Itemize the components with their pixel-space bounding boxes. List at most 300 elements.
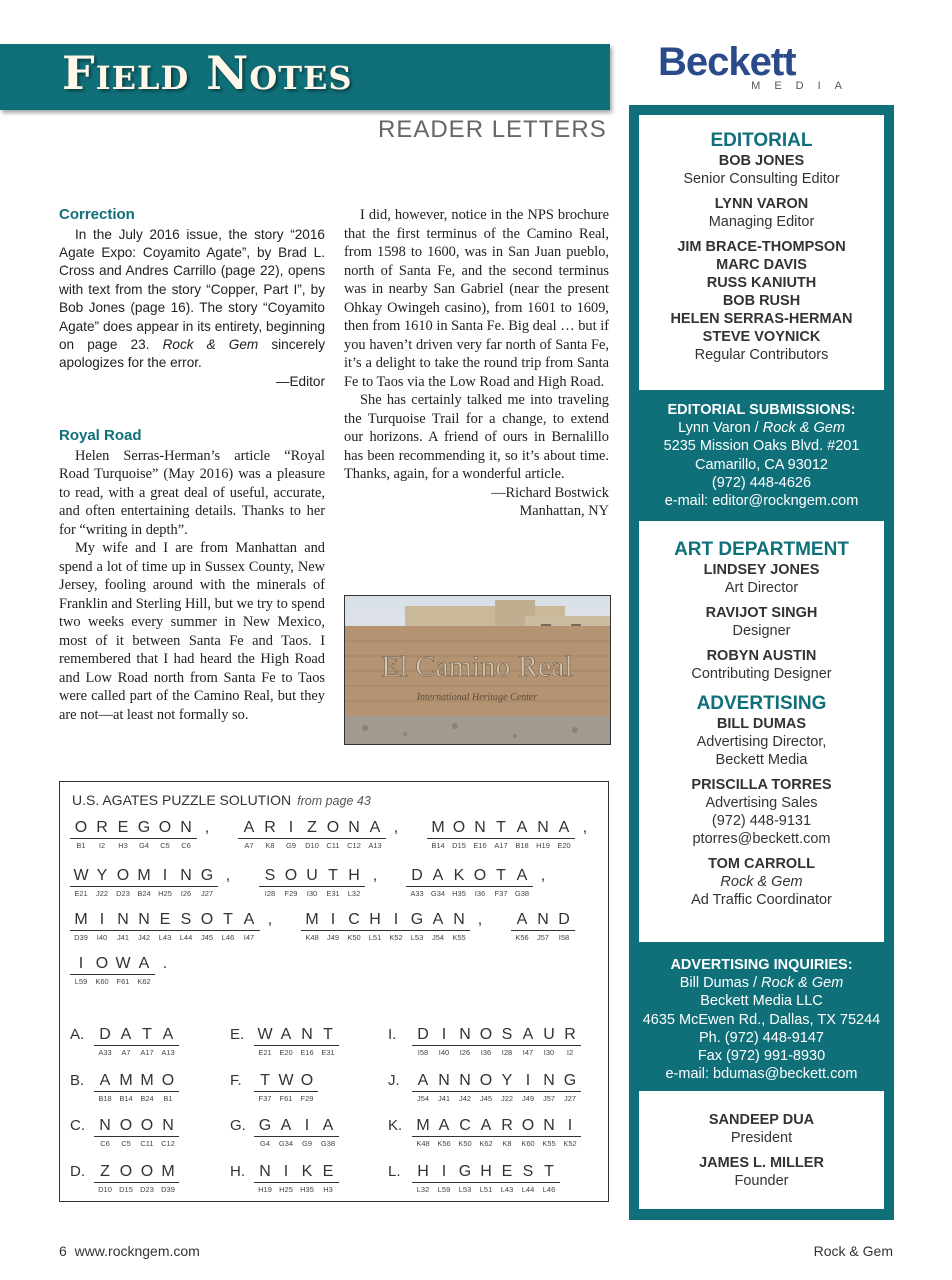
puzzle-letter: [343, 819, 365, 851]
puzzle-letter-char: M: [412, 1117, 434, 1137]
puzzle-letter-code: G9: [301, 1139, 312, 1148]
puzzle-letter: [412, 1072, 434, 1104]
puzzle-letter: [259, 867, 281, 899]
puzzle-letter-char: H: [475, 1163, 497, 1183]
puzzle-letter-char: [385, 867, 407, 886]
puzzle-letter: [559, 1026, 581, 1058]
puzzle-letter-char: A: [412, 1072, 434, 1092]
puzzle-letter-code: J41: [437, 1094, 451, 1103]
puzzle-letter-char: T: [490, 819, 512, 839]
footer-publication: Rock & Gem: [813, 1243, 893, 1259]
correction-signature: —Editor: [275, 373, 325, 389]
inquiries-pub: Rock & Gem: [761, 975, 844, 992]
puzzle-letter-char: T: [217, 911, 239, 931]
puzzle-letter-code: K8: [502, 1139, 512, 1148]
puzzle-clue-label: J.: [388, 1072, 400, 1089]
puzzle-letter: [275, 1163, 297, 1195]
puzzle-solution-box: [59, 781, 609, 1202]
puzzle-letter: [469, 867, 491, 899]
puzzle-letter: [94, 1163, 116, 1195]
puzzle-letter-char: A: [317, 1117, 339, 1137]
puzzle-letter-code: L51: [479, 1185, 493, 1194]
puzzle-letter-code: B18: [98, 1094, 112, 1103]
section-subtitle: READER LETTERS: [378, 116, 607, 143]
puzzle-letter-code: E31: [321, 1048, 335, 1057]
puzzle-letter-code: G38: [320, 1139, 336, 1148]
puzzle-letter-char: [406, 819, 428, 838]
staff-role: Senior Consulting Editor: [683, 171, 840, 187]
art-advertising-box: [639, 521, 884, 942]
puzzle-letter-code: A17: [494, 841, 508, 850]
puzzle-letter-char: D: [553, 911, 575, 931]
puzzle-letter-code: F37: [258, 1094, 272, 1103]
puzzle-clue-label: G.: [230, 1117, 246, 1134]
puzzle-letter-char: .: [162, 955, 168, 972]
puzzle-letter-code: J57: [542, 1094, 556, 1103]
puzzle-letter-char: N: [448, 911, 470, 931]
puzzle-letter: [196, 867, 218, 899]
puzzle-letter-code: E16: [300, 1048, 314, 1057]
puzzle-letter: [433, 1026, 455, 1058]
puzzle-letter-char: O: [91, 955, 113, 975]
puzzle-letter-code: A17: [140, 1048, 154, 1057]
puzzle-letter-code: E20: [557, 841, 571, 850]
puzzle-letter-char: E: [496, 1163, 518, 1183]
puzzle-letter-char: A: [94, 1072, 116, 1092]
puzzle-letter-code: C11: [140, 1139, 154, 1148]
puzzle-letter-code: B24: [137, 889, 151, 898]
puzzle-letter-char: N: [538, 1117, 560, 1137]
puzzle-letter-code: H3: [323, 1185, 333, 1194]
contributor-name: JIM BRACE-THOMPSON: [677, 239, 846, 255]
staff-role: Ad Traffic Coordinator: [691, 892, 832, 908]
puzzle-letter-code: H25: [279, 1185, 293, 1194]
puzzle-letter-code: A13: [368, 841, 382, 850]
staff-name: LYNN VARON: [714, 196, 809, 212]
staff-role: Designer: [732, 623, 791, 639]
puzzle-punctuation: [406, 819, 428, 840]
puzzle-letter: [317, 1117, 339, 1149]
staff-email: ptorres@beckett.com: [692, 831, 831, 847]
puzzle-letter: [94, 1117, 116, 1149]
puzzle-letter: [133, 867, 155, 899]
puzzle-clue-label: L.: [388, 1163, 401, 1180]
puzzle-letter-char: M: [427, 819, 449, 839]
puzzle-letter-code: D39: [74, 933, 88, 942]
puzzle-letter-code: F29: [300, 1094, 314, 1103]
puzzle-letter-code: J42: [137, 933, 151, 942]
puzzle-letter-char: O: [448, 819, 470, 839]
puzzle-letter-code: K48: [305, 933, 319, 942]
puzzle-letter: [517, 1026, 539, 1058]
puzzle-letter: [427, 819, 449, 851]
right-column: [344, 206, 609, 521]
puzzle-letter: [496, 1117, 518, 1149]
puzzle-letter-char: N: [454, 1026, 476, 1046]
puzzle-letter-char: A: [115, 1026, 137, 1046]
puzzle-letter-char: ,: [225, 867, 231, 884]
puzzle-letter: [412, 1117, 434, 1149]
inquiries-company: Beckett Media LLC: [700, 993, 823, 1010]
puzzle-letter-char: O: [196, 911, 218, 931]
puzzle-letter: [532, 911, 554, 943]
puzzle-letter: [559, 1117, 581, 1149]
puzzle-letter-char: R: [559, 1026, 581, 1046]
puzzle-letter-code: L44: [179, 933, 193, 942]
puzzle-letter-char: S: [496, 1026, 518, 1046]
puzzle-letter: [112, 911, 134, 943]
puzzle-letter: [412, 1026, 434, 1058]
puzzle-letter-char: R: [91, 819, 113, 839]
puzzle-punctuation: [385, 819, 407, 840]
puzzle-letter: [538, 1072, 560, 1104]
puzzle-letter-char: O: [115, 1163, 137, 1183]
puzzle-letter-char: I: [517, 1072, 539, 1092]
puzzle-letter-code: I58: [558, 933, 570, 942]
royal-road-paragraph: My wife and I are from Manhattan and spend a lot of time up in Sussex County, New Jersey, fooling around with the minerals of Franklin and Sterling Hill, but we try to spend two weeks every summer in New Mexico, most of it between Santa Fe and Taos. I remembered that I had heard the High Road and Low Road north from Santa Fe to Taos were called part of the Camino Real, but they are not—at least not formally so.: [59, 540, 325, 723]
puzzle-letter: [322, 819, 344, 851]
puzzle-punctuation: [217, 819, 239, 840]
puzzle-letter-char: Z: [301, 819, 323, 839]
puzzle-letter-code: B14: [431, 841, 445, 850]
photo-illustration: [345, 596, 610, 744]
puzzle-letter-code: C12: [161, 1139, 175, 1148]
puzzle-letter-char: G: [454, 1163, 476, 1183]
puzzle-letter-char: O: [115, 1117, 137, 1137]
puzzle-letter-code: D10: [98, 1185, 112, 1194]
puzzle-letter: [364, 819, 386, 851]
puzzle-letter: [91, 911, 113, 943]
puzzle-letter-code: L46: [221, 933, 235, 942]
puzzle-letter-char: O: [475, 1072, 497, 1092]
letter-signature-place: Manhattan, NY: [519, 503, 609, 519]
puzzle-letter-code: K8: [265, 841, 275, 850]
puzzle-letter: [280, 819, 302, 851]
puzzle-letter-char: M: [136, 1072, 158, 1092]
puzzle-letter-code: F61: [116, 977, 130, 986]
puzzle-letter-code: B24: [140, 1094, 154, 1103]
puzzle-letter-code: I36: [474, 889, 486, 898]
puzzle-letter: [136, 1026, 158, 1058]
left-column: [59, 206, 325, 724]
royal-road-heading: Royal Road: [59, 427, 142, 445]
puzzle-letter: [538, 1117, 560, 1149]
puzzle-letter-char: T: [254, 1072, 276, 1092]
puzzle-letter-char: O: [322, 819, 344, 839]
puzzle-letter-code: K60: [521, 1139, 535, 1148]
puzzle-punctuation: [196, 819, 218, 840]
editorial-heading: EDITORIAL: [710, 130, 813, 151]
puzzle-letter-char: [217, 819, 239, 838]
royal-road-paragraph: Helen Serras-Herman’s article “Royal Road Turquoise” (May 2016) was a pleasure to read, with a great deal of useful, accurate, and often entertaining details. Thanks to her for “writing in depth”.: [59, 447, 325, 538]
puzzle-letter-code: G38: [514, 889, 530, 898]
puzzle-letter: [406, 867, 428, 899]
puzzle-letter-char: M: [133, 867, 155, 887]
staff-name: PRISCILLA TORRES: [691, 777, 832, 793]
puzzle-letter-char: [490, 911, 512, 930]
puzzle-punctuation: [469, 911, 491, 932]
puzzle-letter-char: R: [496, 1117, 518, 1137]
puzzle-letter-char: A: [427, 911, 449, 931]
puzzle-letter-char: G: [133, 819, 155, 839]
puzzle-letter-code: F61: [279, 1094, 293, 1103]
puzzle-letter-char: N: [175, 819, 197, 839]
art-heading: ART DEPARTMENT: [674, 539, 849, 560]
puzzle-letter-code: L53: [458, 1185, 472, 1194]
puzzle-letter-char: D: [406, 867, 428, 887]
puzzle-letter: [115, 1117, 137, 1149]
puzzle-letter-char: I: [70, 955, 92, 975]
puzzle-letter: [157, 1026, 179, 1058]
puzzle-punctuation: [154, 955, 176, 976]
puzzle-letter-code: I2: [566, 1048, 574, 1057]
puzzle-letter-char: C: [343, 911, 365, 931]
puzzle-letter: [454, 1026, 476, 1058]
puzzle-letter-code: C5: [160, 841, 170, 850]
executives-box: [639, 1091, 884, 1209]
puzzle-clue-label: F.: [230, 1072, 242, 1089]
puzzle-letter: [70, 867, 92, 899]
puzzle-letter-char: T: [490, 867, 512, 887]
staff-role: Contributing Designer: [691, 666, 832, 682]
puzzle-letter-code: I26: [180, 889, 192, 898]
puzzle-letter-char: I: [433, 1026, 455, 1046]
puzzle-letter-code: I36: [480, 1048, 492, 1057]
puzzle-punctuation: [532, 867, 554, 888]
puzzle-letter: [517, 1163, 539, 1195]
puzzle-letter: [553, 911, 575, 943]
puzzle-letter-code: J27: [563, 1094, 577, 1103]
puzzle-letter: [475, 1026, 497, 1058]
puzzle-letter-code: K55: [452, 933, 466, 942]
puzzle-letter-code: J45: [479, 1094, 493, 1103]
contributor-name: STEVE VOYNICK: [702, 329, 821, 345]
puzzle-letter-code: J27: [200, 889, 214, 898]
puzzle-punctuation: [574, 819, 596, 840]
puzzle-letter-char: O: [136, 1117, 158, 1137]
puzzle-letter: [454, 1072, 476, 1104]
puzzle-letter-char: O: [157, 1072, 179, 1092]
puzzle-letter-char: T: [538, 1163, 560, 1183]
puzzle-letter-code: J49: [326, 933, 340, 942]
puzzle-letter: [238, 819, 260, 851]
puzzle-letter-char: N: [532, 911, 554, 931]
staff-pub: Rock & Gem: [720, 874, 803, 890]
puzzle-letter: [91, 867, 113, 899]
puzzle-letter-code: H25: [158, 889, 172, 898]
staff-role: Founder: [734, 1173, 789, 1189]
puzzle-letter: [343, 867, 365, 899]
puzzle-letter-code: L51: [368, 933, 382, 942]
puzzle-letter: [112, 867, 134, 899]
sign-sub-text: International Heritage Center: [416, 692, 538, 703]
puzzle-letter-char: W: [112, 955, 134, 975]
puzzle-letter: [157, 1117, 179, 1149]
puzzle-letter-code: K56: [437, 1139, 451, 1148]
puzzle-letter-char: A: [511, 911, 533, 931]
puzzle-letter: [157, 1072, 179, 1104]
puzzle-letter: [275, 1026, 297, 1058]
puzzle-letter-code: K56: [515, 933, 529, 942]
puzzle-letter-char: [280, 911, 302, 930]
puzzle-letter-code: I2: [98, 841, 106, 850]
puzzle-clue-label: I.: [388, 1026, 397, 1043]
puzzle-letter-char: I: [322, 911, 344, 931]
puzzle-letter: [427, 911, 449, 943]
puzzle-letter: [254, 1072, 276, 1104]
puzzle-letter: [427, 867, 449, 899]
puzzle-letter-char: ,: [477, 911, 483, 928]
puzzle-letter-code: I40: [438, 1048, 450, 1057]
page-number: 6: [59, 1243, 67, 1259]
puzzle-letter-char: M: [157, 1163, 179, 1183]
puzzle-letter: [112, 819, 134, 851]
puzzle-letter-code: G4: [259, 1139, 270, 1148]
puzzle-letter-char: U: [301, 867, 323, 887]
puzzle-letter-char: N: [94, 1117, 116, 1137]
puzzle-letter-code: L46: [542, 1185, 556, 1194]
puzzle-letter: [175, 911, 197, 943]
puzzle-letter-char: A: [364, 819, 386, 839]
puzzle-letter: [433, 1117, 455, 1149]
puzzle-clue-label: B.: [70, 1072, 85, 1089]
beckett-media-logo: [658, 42, 858, 92]
puzzle-letter-code: J57: [536, 933, 550, 942]
puzzle-letter: [196, 911, 218, 943]
puzzle-letter-code: H35: [452, 889, 466, 898]
puzzle-letter-code: B1: [76, 841, 86, 850]
correction-pub-name: Rock & Gem: [162, 336, 259, 352]
el-camino-real-photo: [344, 595, 611, 745]
puzzle-letter: [154, 867, 176, 899]
puzzle-letter-char: A: [475, 1117, 497, 1137]
puzzle-letter-char: H: [412, 1163, 434, 1183]
puzzle-letter-code: J22: [500, 1094, 514, 1103]
puzzle-letter-char: N: [469, 819, 491, 839]
submissions-phone: (972) 448-4626: [711, 474, 812, 491]
staff-name: JAMES L. MILLER: [699, 1155, 824, 1171]
puzzle-letter-code: C5: [121, 1139, 131, 1148]
puzzle-letter-char: A: [511, 867, 533, 887]
puzzle-letter-code: K50: [347, 933, 361, 942]
puzzle-letter: [254, 1026, 276, 1058]
puzzle-letter: [475, 1072, 497, 1104]
puzzle-letter: [448, 911, 470, 943]
puzzle-letter-code: L59: [437, 1185, 451, 1194]
puzzle-letter-char: N: [532, 819, 554, 839]
puzzle-letter-code: A33: [410, 889, 424, 898]
puzzle-clue-label: H.: [230, 1163, 245, 1180]
puzzle-letter-code: C6: [181, 841, 191, 850]
puzzle-letter-code: G4: [138, 841, 149, 850]
puzzle-letter-char: Z: [94, 1163, 116, 1183]
puzzle-letter: [133, 955, 155, 987]
puzzle-letter-code: B1: [163, 1094, 173, 1103]
editorial-submissions: [629, 401, 894, 510]
puzzle-letter-char: I: [91, 911, 113, 931]
inquiries-heading: ADVERTISING INQUIRIES:: [670, 957, 853, 973]
puzzle-letter-char: A: [511, 819, 533, 839]
puzzle-letter-char: A: [133, 955, 155, 975]
puzzle-letter-code: J54: [416, 1094, 430, 1103]
puzzle-letter-char: A: [157, 1026, 179, 1046]
puzzle-letter: [454, 1163, 476, 1195]
puzzle-letter-code: L53: [410, 933, 424, 942]
puzzle-letter-code: K50: [458, 1139, 472, 1148]
puzzle-letter-code: D39: [161, 1185, 175, 1194]
puzzle-letter: [301, 819, 323, 851]
puzzle-letter-char: W: [254, 1026, 276, 1046]
contributor-name: BOB RUSH: [722, 293, 801, 309]
staff-name: TOM CARROLL: [708, 856, 815, 872]
puzzle-letter: [532, 819, 554, 851]
puzzle-letter-code: L43: [500, 1185, 514, 1194]
puzzle-letter-code: H19: [258, 1185, 272, 1194]
puzzle-letter: [70, 911, 92, 943]
puzzle-letter-char: N: [175, 867, 197, 887]
puzzle-letter: [475, 1163, 497, 1195]
puzzle-letter-char: ,: [204, 819, 210, 836]
puzzle-letter-char: Y: [496, 1072, 518, 1092]
staff-role: Advertising Sales: [705, 795, 818, 811]
puzzle-punctuation: [259, 911, 281, 932]
puzzle-letter-code: L32: [347, 889, 361, 898]
submissions-address: 5235 Mission Oaks Blvd. #201: [663, 438, 860, 455]
puzzle-letter: [136, 1072, 158, 1104]
puzzle-letter: [469, 819, 491, 851]
puzzle-letter: [317, 1163, 339, 1195]
puzzle-letter: [175, 867, 197, 899]
puzzle-letter-char: ,: [540, 867, 546, 884]
contributor-name: HELEN SERRAS-HERMAN: [670, 311, 853, 327]
puzzle-letter: [175, 819, 197, 851]
puzzle-letter: [385, 911, 407, 943]
puzzle-letter-char: O: [475, 1026, 497, 1046]
puzzle-letter-code: F37: [494, 889, 508, 898]
puzzle-from-page: from page 43: [297, 794, 371, 808]
royal-road-paragraph: I did, however, notice in the NPS brochure that the first terminus of the Camino Real, from 1598 to 1600, was in San Juan pueblo, north of Santa Fe, and the second terminus was in nearby San Gabriel (near the present Ohkay Owingeh casino), from 1601 to 1609, then from 1610 in Santa Fe. Big deal … but if you haven’t driven very far north of Santa Fe, it’s a delight to take the round trip from Santa Fe to Taos via the Low Road and High Road.: [344, 207, 609, 390]
puzzle-letter-code: L32: [416, 1185, 430, 1194]
puzzle-letter-code: L43: [158, 933, 172, 942]
puzzle-letter: [433, 1072, 455, 1104]
puzzle-clue-label: D.: [70, 1163, 85, 1180]
submissions-pub: Rock & Gem: [762, 420, 845, 437]
puzzle-letter-code: H19: [536, 841, 550, 850]
puzzle-letter-char: K: [296, 1163, 318, 1183]
puzzle-clue-label: E.: [230, 1026, 245, 1043]
puzzle-letter-char: N: [254, 1163, 276, 1183]
puzzle-letter-char: N: [157, 1117, 179, 1137]
puzzle-letter-char: A: [517, 1026, 539, 1046]
puzzle-letter-char: O: [280, 867, 302, 887]
puzzle-letter: [433, 1163, 455, 1195]
puzzle-letter-char: A: [553, 819, 575, 839]
puzzle-letter-code: C6: [100, 1139, 110, 1148]
puzzle-letter-code: D23: [116, 889, 130, 898]
puzzle-letter-char: N: [133, 911, 155, 931]
puzzle-letter-char: N: [538, 1072, 560, 1092]
puzzle-letter-code: G9: [285, 841, 296, 850]
puzzle-letter-code: K60: [95, 977, 109, 986]
puzzle-letter: [343, 911, 365, 943]
puzzle-letter: [259, 819, 281, 851]
royal-road-paragraph: She has certainly talked me into traveling the Turquoise Trail for a change, to extend our horizons. A friend of ours in Bernalillo has been recommending it, so it’s about time. Thanks, again, for a wonderful article.: [344, 392, 609, 482]
puzzle-letter-char: D: [94, 1026, 116, 1046]
puzzle-letter-code: L59: [74, 977, 88, 986]
puzzle-letter-code: A13: [161, 1048, 175, 1057]
puzzle-letter-char: S: [175, 911, 197, 931]
puzzle-letter-code: E21: [74, 889, 88, 898]
